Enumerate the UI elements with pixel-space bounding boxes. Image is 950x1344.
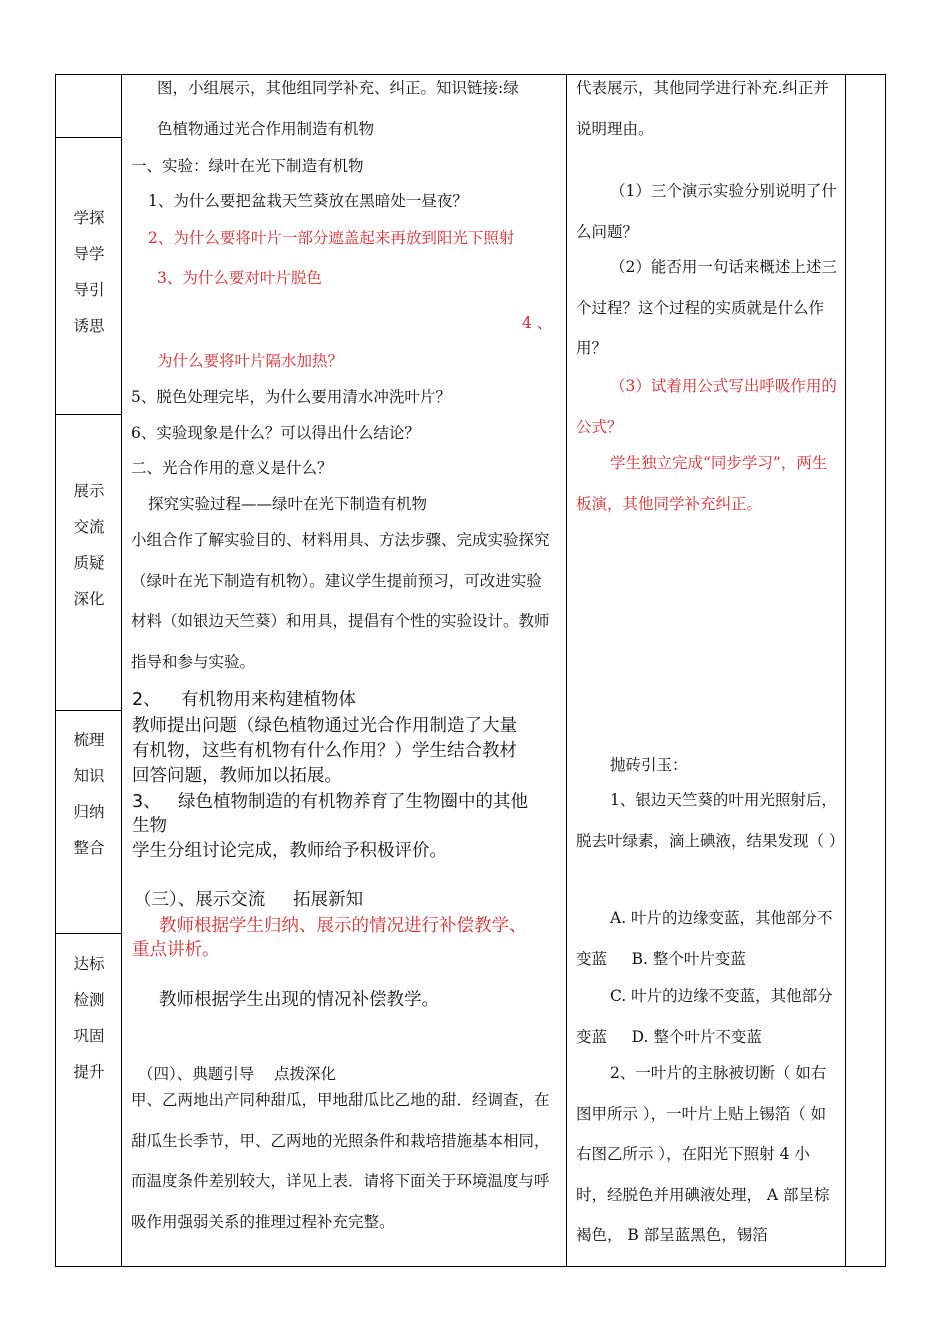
- point-2-text-3: 回答问题，教师加以拓展。: [132, 766, 342, 786]
- intro-line-2: 色植物通过光合作用制造有机物: [157, 120, 375, 138]
- section-3-text: 教师根据学生出现的情况补偿教学。: [159, 990, 439, 1010]
- right-question-3: （3）试着用公式写出呼吸作用的公式？: [576, 377, 837, 436]
- point-3-text: 学生分组讨论完成，教师给予积极评价。: [132, 841, 447, 861]
- point-2-number: 2、: [132, 690, 161, 710]
- section-3-red-1: 教师根据学生归纳、展示的情况进行补偿教学、: [159, 916, 527, 936]
- table-border-col2: [566, 74, 567, 1267]
- label-zhanshi: 展示 交流 质疑 深化: [73, 482, 105, 608]
- question-6: 6、实验现象是什么？可以得出什么结论？: [131, 424, 420, 442]
- point-3-title-2: 生物: [132, 816, 167, 836]
- section-4-paragraph: 甲、乙两地出产同种甜瓜，甲地甜瓜比乙地的甜．经调查，在甜瓜生长季节，甲、乙两地的光照条件和栽培措施基本相同，而温度条件差别较大，详见上表．请将下面关于环境温度与呼吸作用强弱关系的推理过程补充完整。: [131, 1091, 550, 1231]
- explore-paragraph: 小组合作了解实验目的、材料用具、方法步骤、完成实验探究（绿叶在光下制造有机物）。建议学生提前预习，可改进实验材料（如银边天竺葵）和用具，提倡有个性的实验设计。教师指导和参与实验。: [131, 531, 550, 671]
- point-2-title: 有机物用来构建植物体: [181, 690, 356, 710]
- table-border-col3: [845, 74, 846, 1267]
- explore-title: 探究实验过程——绿叶在光下制造有机物: [148, 495, 428, 513]
- table-border-bottom: [55, 1266, 886, 1267]
- point-3-title-1: 绿色植物制造的有机物养育了生物圈中的其他: [178, 792, 528, 812]
- right-exercise-2: 2、一叶片的主脉被切断（ 如右图甲所示 ），一叶片上贴上锡箔（ 如右图乙所示 ），在阳光下照射 4 小时，经脱色并用碘液处理， A 部呈棕褐色， B 部呈蓝黑色，锡箔: [576, 1064, 830, 1244]
- right-warmup-title: 抛砖引玉：: [610, 756, 688, 774]
- point-2-text-1: 教师提出问题（绿色植物通过光合作用制造了大量: [132, 716, 517, 736]
- question-1: 1、为什么要把盆栽天竺葵放在黑暗处一昼夜？: [148, 192, 468, 210]
- question-2: 2、为什么要将叶片一部分遮盖起来再放到阳光下照射: [148, 229, 515, 247]
- right-independent-task: 学生独立完成“同步学习”，两生板演，其他同学补充纠正。: [576, 454, 828, 513]
- right-display-note: 代表展示，其他同学进行补充.纠正并说明理由。: [576, 79, 829, 138]
- right-question-2: （2）能否用一句话来概述上述三个过程？这个过程的实质就是什么作用？: [576, 258, 837, 357]
- right-exercise-1: 1、银边天竺葵的叶用光照射后，脱去叶绿素，滴上碘液，结果发现（ ）: [576, 791, 845, 850]
- table-border-right: [885, 74, 886, 1267]
- label-shuli: 梳理 知识 归纳 整合: [73, 731, 105, 857]
- question-4-number: 4 、: [522, 314, 553, 332]
- section-3-title: （三）、展示交流 拓展新知: [134, 890, 364, 910]
- section-4-title: （四）、典题引导 点拨深化: [138, 1065, 336, 1083]
- experiment-title: 一、实验：绿叶在光下制造有机物: [131, 157, 364, 175]
- row-divider-3: [55, 710, 122, 711]
- right-exercise-1-cd: C. 叶片的边缘不变蓝，其他部分变蓝 D. 整个叶片不变蓝: [576, 987, 833, 1046]
- section-2-title: 二、光合作用的意义是什么？: [131, 459, 333, 477]
- intro-line-1: 图，小组展示，其他组同学补充、纠正。知识链接:绿: [157, 79, 519, 97]
- question-4: 为什么要将叶片隔水加热？: [157, 352, 344, 370]
- label-dabiao: 达标 检测 巩固 提升: [73, 955, 105, 1081]
- question-5: 5、脱色处理完毕，为什么要用清水冲洗叶片？: [131, 388, 451, 406]
- point-2-text-2: 有机物，这些有机物有什么作用？）学生结合教材: [132, 741, 517, 761]
- row-divider-2: [55, 414, 122, 415]
- section-3-red-2: 重点讲析。: [132, 940, 220, 960]
- row-divider-1: [55, 137, 122, 138]
- question-3: 3、为什么要对叶片脱色: [157, 269, 322, 287]
- right-question-1: （1）三个演示实验分别说明了什么问题？: [576, 182, 837, 241]
- point-3-number: 3、: [132, 792, 161, 812]
- right-exercise-1-ab: A. 叶片的边缘变蓝，其他部分不变蓝 B. 整个叶片变蓝: [576, 909, 833, 968]
- label-xuetan: 学探 导学 导引 诱思: [73, 209, 105, 335]
- row-divider-4: [55, 933, 122, 934]
